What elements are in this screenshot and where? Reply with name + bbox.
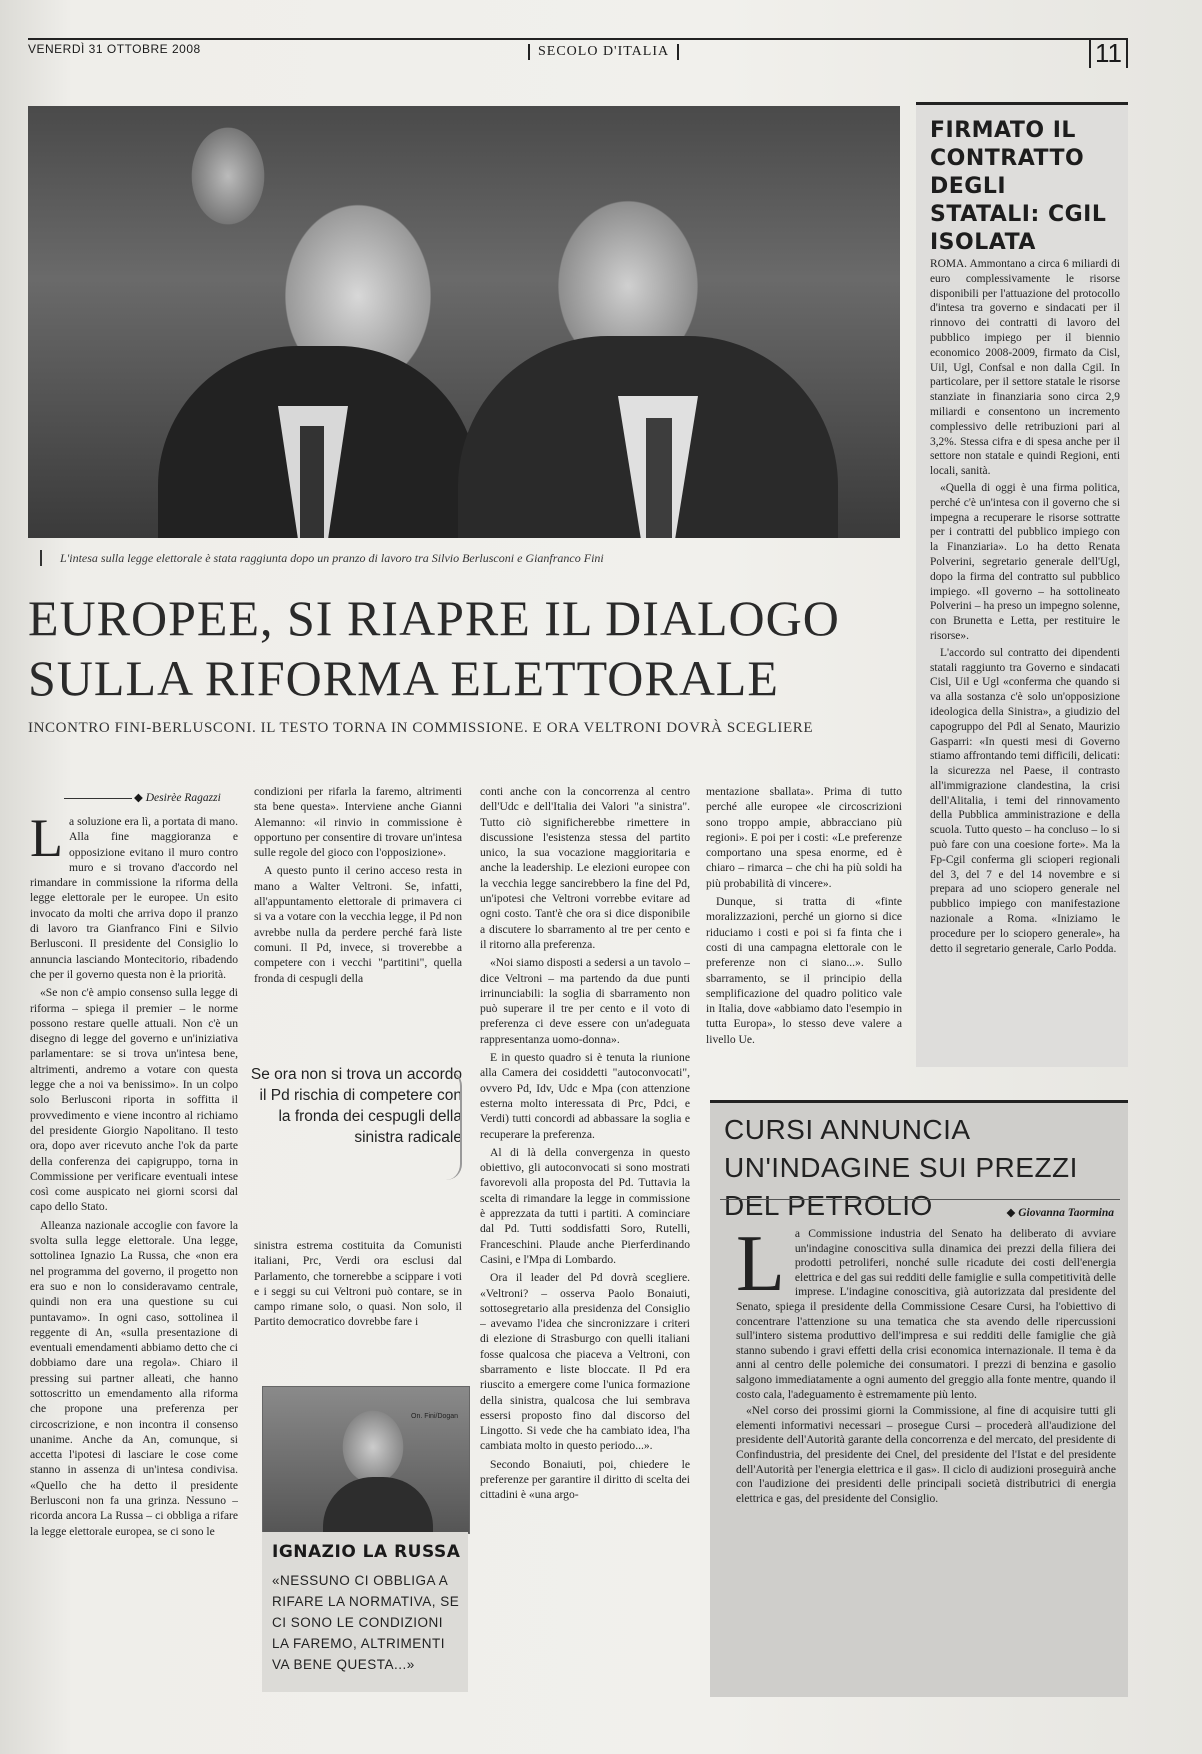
- paragraph: Secondo Bonaiuti, poi, chiedere le preferenze per garantire il diritto di scelta dei cittadini è «una argo-: [480, 1457, 690, 1502]
- dropcap: L: [30, 814, 63, 868]
- photo-tag: On. Fini/Dogan: [411, 1413, 459, 1420]
- page-number: 11: [1089, 38, 1128, 68]
- paragraph: «Noi siamo disposti a sedersi a un tavolo – dice Veltroni – ma partendo da due punti irrinunciabili: la soglia di sbarramento non può superare il tre per cento e il voto di preferenza ci deve essere con un'adeguata rappresentanza uomo-donna».: [480, 956, 690, 1046]
- cursi-article-box: [710, 1100, 1128, 1697]
- newspaper-name: SECOLO D'ITALIA: [528, 44, 679, 60]
- article-column-1: [30, 814, 238, 1694]
- article-column-2-bottom: [254, 1238, 462, 1374]
- photo-tie-right: [646, 418, 672, 538]
- paragraph: Al di là della convergenza in questo obiettivo, gli autoconvocati si sono mostrati favorevoli alla proposta del Pd. Tuttavia la scelta di rimandare la legge in commissione è apprezzata da tutti i partiti. A cominciare dal Pd. Tutti soddisfatti Soro, Rutelli, Franceschini. Plaude anche Pierferdinando Casini, e l'Mpa di Lombardo.: [480, 1145, 690, 1266]
- article-column-3: [480, 784, 690, 1696]
- paragraph: L'accordo sul contratto dei dipendenti statali raggiunto tra Governo e sindacati Cisl, Uil e Ugl «conferma che quando si va alla sostanza c'è solo un'opposizione ideologica della Sinistra», a giudizio del capogruppo del Pdl al Senato, Maurizio Gasparri: «In questi mesi di Governo stiamo affrontando temi difficili, delicati: la sicurezza nel Paese, il contrasto all'immigrazione clandestina, la crisi dell'Alitalia, i temi del rinnovamento della Pubblica amministrazione e della scuola. Tutto questo – ha concluso – lo si può fare con una coesione forte». Ma la Fp-Cgil conferma gli scioperi regionali del 3, del 7 e del 14 novembre e si prepara ad uno sciopero generale nel pubblico impiego con manifestazione nazionale a Roma. «Iniziamo le procedure per lo sciopero generale», ha detto il segretario generale, Carlo Podda.: [930, 646, 1120, 955]
- byline-rule: [64, 798, 132, 799]
- paragraph: ROMA. Ammontano a circa 6 miliardi di euro complessivamente le risorse disponibili per l'attuazione del protocollo d'intesa tra governo e sindacati per il rinnovo dei contratti di lavoro del pubblico impiego per il biennio economico 2008-2009, firmato da Cisl, Uil, Ugl, Confsal e non dalla Cgil. In particolare, per il settore statale le risorse stanziate in finanziaria sono circa 2,9 miliardi e consentono un incremento complessivo delle retribuzioni pari al 3,2%. Stessa cifra e di spesa anche per il settore non statale e quindi Regioni, enti locali, sanità.: [930, 258, 1120, 478]
- pull-quote-brace: [446, 1070, 462, 1180]
- issue-date: VENERDÌ 31 OTTOBRE 2008: [28, 42, 201, 56]
- article-headline: EUROPEE, SI RIAPRE IL DIALOGO SULLA RIFORMA ELETTORALE: [28, 590, 840, 706]
- paragraph: Alleanza nazionale accoglie con favore la svolta sulla legge elettorale. Una legge, sottolinea Ignazio La Russa, che «non era nel programma del governo, il progetto non era suo e non lo consideravamo centrale, quindi non era una questione su cui puntavamo». In ogni caso, sottolinea il reggente di An, «sulla presentazione di eventuali emendamenti abbiamo detto che ci dobbiamo dare una regola». Chiaro il pressing sui partner alleati, che hanno sottoscritto un emendamento alla riforma che propone una preferenza per circoscrizione, e non incontra il consenso unanime. Anche da An, comunque, si accetta l'ipotesi di lasciare le cose come stanno in assenza di un'intesa condivisa. «Quello che ha detto il presidente Berlusconi non fa una grinza. Nessuno – ricorda ancora La Russa – ci obbliga a rifare la legge elettorale europea, se ci sono le: [30, 1218, 238, 1538]
- paragraph: «Se non c'è ampio consenso sulla legge di riforma – spiega il premier – le norme possono restare quelle attuali. Non c'è un disegno di legge del governo e un'iniziativa parlamentare: se si trova un'intesa bene, altrimenti, andremo a votare con questa legge che a noi va benissimo». In un colpo solo Berlusconi riporta in soffitta il provvedimento e viene incontro al richiamo del presidente Giorgio Napolitano. Il testo ora, dopo aver ricevuto anche l'ok da parte della conferenza dei capigruppo, torna in Commissione per verificare eventuali intese così come auspicato nei giorni scorsi dal capo dello Stato.: [30, 986, 238, 1214]
- paragraph: «Nel corso dei prossimi giorni la Commissione, al fine di acquisire tutti gli elementi informativi necessari – prosegue Cursi – procederà all'audizione del presidente dell'Autorità garante della concorrenza e del mercato, del presidente di Confindustria, del presidente dei Cnel, del presidente del l'Istat e del presidente dell'Autorità per l'energia elettrica e il gas». Il ciclo di audizioni proseguirà anche con l'audizione dei presidenti delle principali società distributrici di energia elettrica e gas, del presidente del Consiglio.: [736, 1404, 1116, 1505]
- article-subheadline: INCONTRO FINI-BERLUSCONI. IL TESTO TORNA IN COMMISSIONE. E ORA VELTRONI DOVRÀ SCEGLIERE: [28, 720, 814, 736]
- byline-name: Giovanna Taormina: [1018, 1207, 1114, 1219]
- la-russa-name: IGNAZIO LA RUSSA: [272, 1542, 461, 1562]
- article-column-4: [706, 784, 902, 1070]
- article-column-2-top: [254, 784, 462, 1044]
- photo-figure: [323, 1477, 433, 1534]
- byline-name: Desirèe Ragazzi: [145, 792, 221, 804]
- sidebar-headline: FIRMATO IL CONTRATTO DEGLI STATALI: CGIL ISOLATA: [930, 118, 1107, 255]
- photo-caption: L'intesa sulla legge elettorale è stata raggiunta dopo un pranzo di lavoro tra Silvio Berlusconi e Gianfranco Fini: [40, 550, 920, 566]
- paragraph: A questo punto il cerino acceso resta in mano a Walter Veltroni. Se, infatti, all'appuntamento elettorale di primavera ci si va a votare con la vecchia legge, il Pd non avrebbe nulla da perdere perché farà liste comuni. Il Pd, invece, si troverebbe a competere con i vecchi "partitini", quella fronda di cespugli della: [254, 864, 462, 985]
- paragraph: Ora il leader del Pd dovrà scegliere. «Veltroni? – osserva Paolo Bonaiuti, sottosegretario alla presidenza del Consiglio – avevamo l'idea che sincronizzare i criteri di elezione di Strasburgo con quelli italiani fosse qualcosa che piaceva a Veltroni, con sbarramento e liste bloccate. Il Pd era riuscito a emergere come l'unica formazione della sinistra, qualcosa che lui sembrava essersi proposto fino dal discorso del Lingotto. Si vede che ha cambiato idea, l'ha cambiata molto in questo periodo...».: [480, 1271, 690, 1453]
- cursi-body: [736, 1220, 1116, 1508]
- paragraph: a Commissione industria del Senato ha deliberato di avviare un'indagine conoscitiva sulla dinamica dei prezzi della filiera dei prodotti petroliferi, nonché sulle ricadute dei costi dell'energia elettrica e del gas sui redditi delle famiglie e sulla competitività delle imprese. L'indagine conoscitiva, già autorizzata dal presidente del Senato, spiega il presidente della Commissione Cesare Cursi, ha l'obiettivo di concentrare l'attenzione su una tematica che sta avendo delle ripercussioni sull'intero sistema produttivo dell'impresa e sui redditi delle famiglie che già stanno subendo i gravi effetti della crisi economica internazionale. Il tema è da anni al centro delle polemiche dei consumatori. I prezzi di benzina e gasolio salgono immediatamente a ogni aumento del greggio alla fonte mentre, quando il costo cala, l'adeguamento è estremamente più lento.: [736, 1227, 1116, 1401]
- article-byline: ◆ Desirèe Ragazzi: [134, 792, 221, 804]
- paragraph: sinistra estrema costituita da Comunisti italiani, Prc, Verdi ora esclusi dal Parlamento, che tornerebbe a scippare i voti e i seggi su cui Veltroni può contare, se in campo rimane solo, o quasi. Non solo, il Partito democratico dovrebbe fare i: [254, 1239, 462, 1329]
- dropcap: L: [736, 1220, 785, 1308]
- la-russa-photo: [262, 1386, 470, 1534]
- la-russa-quote-box: [262, 1532, 468, 1692]
- pull-quote: Se ora non si trova un accordo il Pd rischia di competere con la fronda dei cespugli della sinistra radicale: [250, 1066, 462, 1146]
- sidebar-article: [916, 102, 1128, 1067]
- main-photo: [28, 106, 900, 538]
- paragraph: mentazione sballata». Prima di tutto perché alle europee «le circoscrizioni sono troppo ampie, abbracciano più regioni». E poi per i costi: «Le preferenze comportano una spesa enorme, ed è chiaro – rimarca – che chi ha più soldi ha più probabilità di vincere».: [706, 785, 902, 890]
- photo-tie-left: [300, 426, 324, 538]
- cursi-byline: ◆ Giovanna Taormina: [1006, 1207, 1114, 1219]
- paragraph: «Quella di oggi è una firma politica, perché c'è un'intesa con il governo che si impegna a recuperare le risorse sottratte per i contratti del pubblico impiego con la Finanziaria». Lo ha detto Renata Polverini, segretario generale dell'Ugl, dopo la firma del contratto sul pubblico impiego. «Il governo – ha sottolineato Polverini – ha preso un impegno solenne, con Brunetta e Letta, per restituire le risorse».: [930, 481, 1120, 642]
- paragraph: E in questo quadro si è tenuta la riunione alla Camera dei cosiddetti "autoconvocati", ovvero Pd, Idv, Udc e Mpa (con attenzione esterna molto interessata di Prc, Pdci, e Verdi) tutti concordi ad abbassare la soglia e recuperare la preferenza.: [480, 1051, 690, 1141]
- paragraph: condizioni per rifarla la faremo, altrimenti sta bene questa». Interviene anche Gianni Alemanno: «il rinvio in commissione è opportuno per consentire di trovare un'intesa sulle regole del gioco con l'opposizione».: [254, 785, 462, 860]
- sidebar-body: [930, 257, 1120, 956]
- paragraph: Dunque, si tratta di «finte moralizzazioni, perché un giorno si dice riduciamo i costi e poi si fa finta che i costi di una campagna elettorale con le preferenze non ci siano...». Sullo sbarramento, se il principio della semplificazione del quadro politico vale in Italia, dove «abbiamo dato l'esempio in tutta Europa», lo stesso deve valere a livello Ue.: [706, 895, 902, 1046]
- paragraph: a soluzione era lì, a portata di mano. Alla fine maggioranza e opposizione evitano il muro contro muro e si trovano d'accordo nel rimandare in commissione la riforma della legge elettorale per le europee. Un esito invocato da molti che arriva dopo il pranzo di lavoro tra Gianfranco Fini e Silvio Berlusconi. Il presidente del Consiglio lo annuncia lasciando Montecitorio, ribadendo che per il governo questa non è la priorità.: [30, 815, 238, 981]
- paragraph: conti anche con la concorrenza al centro dell'Udc e dell'Italia dei Valori "a sinistra". Tutto ciò significherebbe rimettere in discussione l'esistenza stessa del partito unico, la sua vocazione maggioritaria e anche la leadership. Le elezioni europee con la vecchia legge sancirebbero la fine del Pd, un'ipotesi che Veltroni vorrebbe evitare ad ogni costo. Tant'è che ora si dice disponibile a discutere lo sbarramento al tre per cento e il ritorno alla preferenza.: [480, 785, 690, 951]
- masthead: [28, 38, 1128, 68]
- la-russa-quote: «NESSUNO CI OBBLIGA A RIFARE LA NORMATIVA, SE CI SONO LE CONDIZIONI LA FAREMO, ALTRIMENTI VA BENE QUESTA...»: [272, 1573, 460, 1672]
- masthead-rule: [28, 38, 1128, 40]
- cursi-rule: [720, 1199, 1120, 1200]
- cursi-headline: CURSI ANNUNCIA UN'INDAGINE SUI PREZZI DEL PETROLIO: [724, 1114, 1078, 1221]
